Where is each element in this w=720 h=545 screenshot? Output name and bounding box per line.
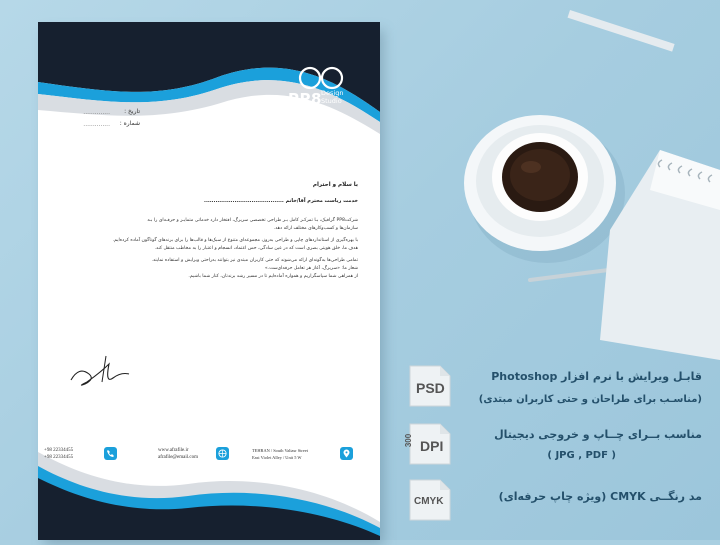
- address: [252, 447, 308, 461]
- body-line: از همراهی شما سپاسگزاریم و همواره آماده‌ایم تا در مسیر رشد برندتان، کنار شما باشیم.: [188, 273, 358, 279]
- letter-body: [58, 217, 358, 280]
- psd-label: PSD: [416, 380, 445, 396]
- phone-1: +98 22334455: [44, 448, 74, 453]
- phone-icon: [104, 447, 117, 460]
- number-label: شماره :: [119, 120, 140, 127]
- body-line: هدف ما، خلق هویتی بصری است که در عین سادگی، حس اعتماد، انسجام و اعتبار را به مخاطب منتقل کند.: [154, 245, 358, 251]
- feature-cmyk: مد رنگــی CMYK (ویژه چاپ حرفه‌ای): [498, 490, 702, 503]
- number-dots: ..............: [83, 121, 110, 128]
- signature-icon: [66, 352, 136, 392]
- globe-icon: [216, 447, 229, 460]
- cmyk-file-icon: [406, 478, 458, 526]
- body-line: شعار ما: «سربرگ، آغاز هر تعامل حرفه‌ای‌ست.»: [264, 265, 358, 271]
- greeting: با سلام و احترام: [312, 182, 358, 188]
- feature-beginner: (مناسـب برای طراحان و حتی کاربران مبتدی): [478, 394, 702, 405]
- cmyk-label: CMYK: [414, 496, 444, 507]
- dpi-file-icon: [406, 422, 458, 470]
- email[interactable]: afrafile@email.com: [158, 455, 198, 460]
- letterhead-sheet: [38, 22, 380, 540]
- date-label: تاریخ :: [124, 108, 140, 115]
- notebook-illustration: [600, 150, 720, 370]
- feature-formats: ( JPG , PDF ): [547, 450, 616, 461]
- address-2: East Violet Alley / Unit 5 W: [252, 455, 302, 460]
- web-contact: [158, 447, 198, 461]
- psd-file-icon: [406, 364, 458, 412]
- dpi-label: DPI: [420, 438, 444, 454]
- phone-numbers: [44, 447, 73, 461]
- phone-2: +98 22334455: [44, 455, 74, 460]
- website[interactable]: www.afrafile.ir: [158, 448, 189, 453]
- date-dots: ..............: [83, 109, 110, 116]
- feature-photoshop: قابـل ویرایش با نرم افزار Photoshop: [491, 370, 702, 383]
- body-line: سازمان‌ها و کسب‌وکارهای مختلف ارائه دهد.: [273, 225, 358, 231]
- pencil-illustration: [560, 0, 680, 60]
- body-line: شرکتPP8 گرافیک، بـا تمرکـز کامل بـر طراحی تخصصی سربرگ، افتخار دارد خدماتی متمایـز و حرفـه‌ای را بـه: [147, 218, 358, 223]
- brand-sub-1: Design: [321, 89, 344, 97]
- addressee: خدمت ریاست محترم آقا/خانم ..........................................: [204, 198, 358, 204]
- brand-sub-2: Studio: [321, 97, 342, 105]
- body-line: تمامی طراحی‌ها به‌گونه‌ای ارائه می‌شوند که حتی کاربران مبتدی نیز بتوانند به‌راحتی ویرایش و استفاده نمایند.: [151, 258, 358, 264]
- brand-name: PP8: [288, 90, 322, 108]
- location-icon: [340, 447, 353, 460]
- body-line: با بهره‌گیری از استانداردهای چاپی و طراحی به‌روز، مجموعه‌ای متنوع از سبک‌ها و قالب‌ها را برای برندهای گوناگون آماده کرده‌ایم.: [112, 238, 358, 244]
- brand-subtitle: [321, 89, 361, 105]
- dpi-number: 300: [404, 433, 414, 448]
- feature-print: مناسب بــرای چــاپ و خروجی دیجیتال: [494, 428, 702, 441]
- address-1: TEHRAN / South Valiasr Street: [252, 448, 309, 453]
